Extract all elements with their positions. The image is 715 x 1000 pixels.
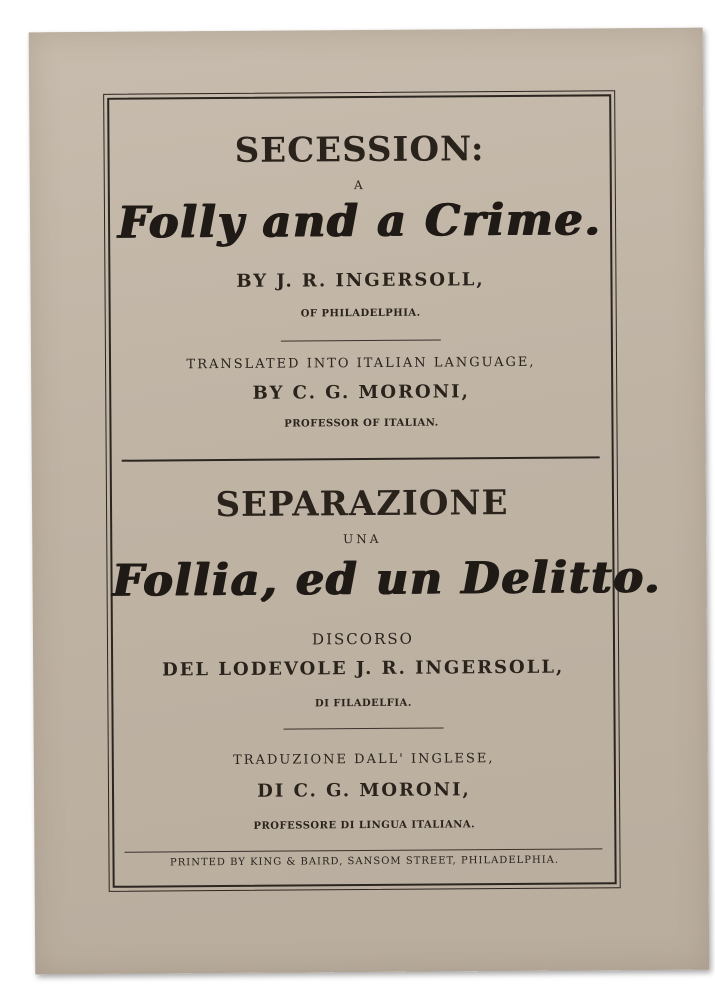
pamphlet-cover — [29, 28, 710, 975]
english-translator-title: PROFESSOR OF ITALIAN. — [284, 417, 439, 430]
italian-translator-title: PROFESSORE DI LINGUA ITALIANA. — [253, 819, 476, 832]
english-subtitle: Folly and a Crime. — [118, 194, 603, 249]
italian-author-place: DI FILADELFIA. — [315, 697, 412, 710]
english-author: BY J. R. INGERSOLL, — [236, 269, 485, 292]
section-divider — [122, 456, 600, 461]
italian-discourse: DISCORSO — [311, 629, 414, 649]
printer-imprint: PRINTED BY KING & BAIRD, SANSOM STREET, PHILADELPHIA. — [169, 854, 560, 869]
italian-subtitle: Follia, ed un Delitto. — [112, 551, 662, 607]
ornamental-border-frame — [107, 94, 662, 887]
italian-article: UNA — [343, 531, 382, 547]
italian-author: DEL LODEVOLE J. R. INGERSOLL, — [161, 656, 565, 681]
english-article: A — [353, 178, 366, 193]
english-translator: BY C. G. MORONI, — [252, 381, 470, 404]
italian-translator: DI C. G. MORONI, — [257, 779, 471, 802]
footer-divider — [124, 848, 602, 852]
english-title: SECESSION: — [234, 129, 485, 171]
english-author-place: OF PHILADELPHIA. — [300, 307, 421, 320]
short-divider — [284, 727, 444, 729]
short-divider — [281, 339, 441, 341]
english-translated-note: TRANSLATED INTO ITALIAN LANGUAGE, — [186, 354, 536, 373]
italian-translated-note: TRADUZIONE DALL' INGLESE, — [233, 751, 495, 768]
italian-title: SEPARAZIONE — [215, 483, 509, 526]
